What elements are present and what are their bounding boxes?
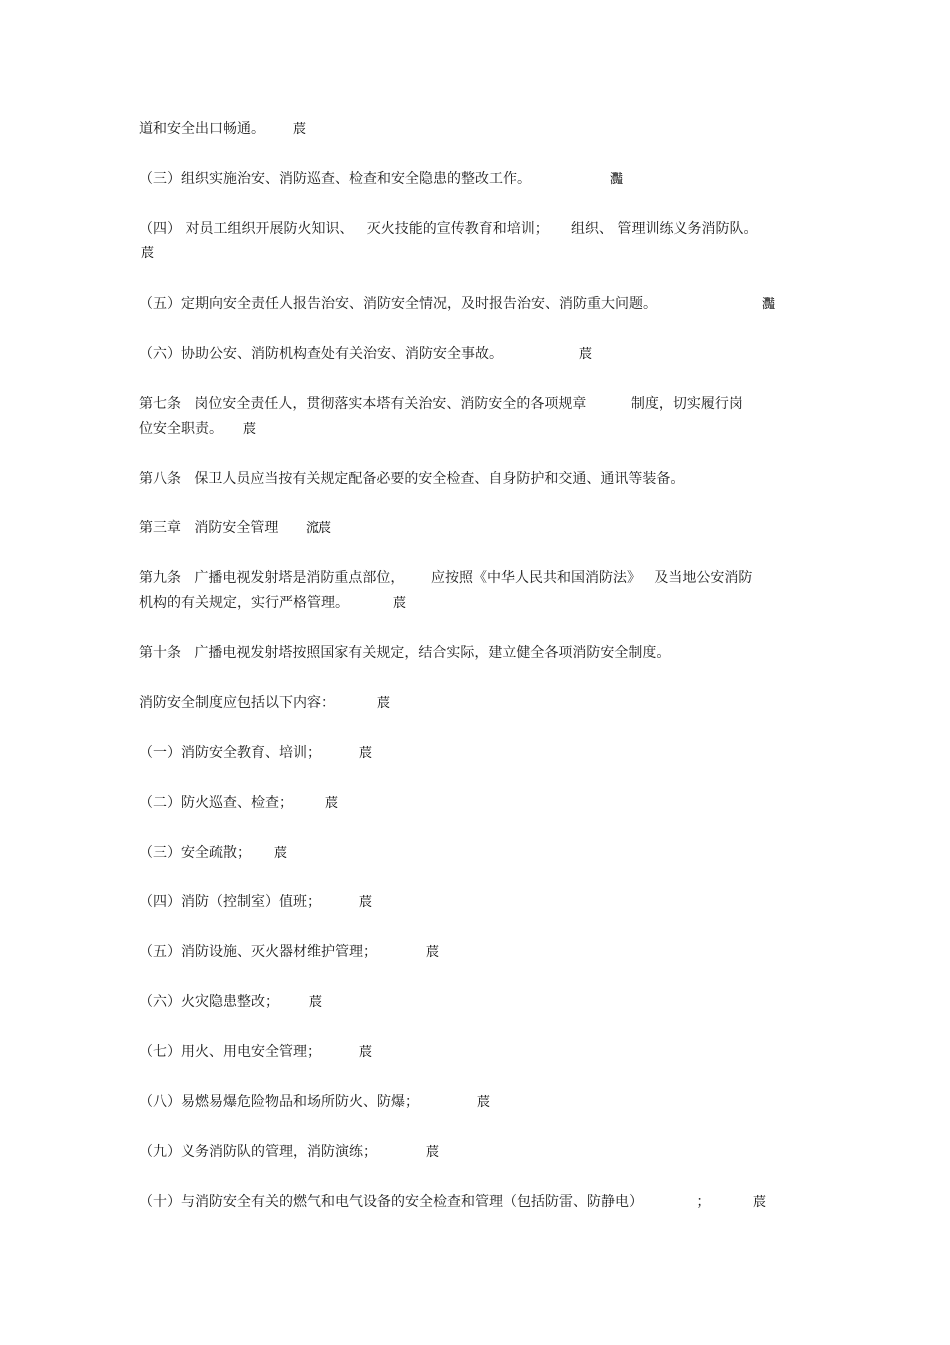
text-line: （六）协助公安、消防机构查处有关治安、消防安全事故。 — [139, 346, 503, 362]
heading-line: 第三章 消防安全管理 — [139, 520, 279, 536]
glyph-mark: 莀 — [392, 596, 405, 611]
list-item: （八）易燃易爆危险物品和场所防火、防爆； — [139, 1094, 419, 1110]
list-item: （六）火灾隐患整改； — [139, 994, 279, 1010]
list-item: （九）义务消防队的管理，消防演练； — [139, 1144, 377, 1160]
text-line: 第七条 岗位安全责任人，贯彻落实本塔有关治安、消防安全的各项规章 制度，切实履行岗 — [139, 396, 743, 412]
text-line: 第十条 广播电视发射塔按照国家有关规定，结合实际，建立健全各项消防安全制度。 — [139, 645, 671, 661]
glyph-mark: 灩 — [609, 172, 622, 187]
glyph-mark: 莀 — [578, 347, 591, 362]
list-item: （一）消防安全教育、培训； — [139, 745, 321, 761]
text-line: （三）组织实施治安、消防巡查、检查和安全隐患的整改工作。 — [139, 171, 531, 187]
text-line: 第九条 广播电视发射塔是消防重点部位， 应按照《中华人民共和国消防法》 及当地公安消防 — [139, 570, 753, 586]
text-line: （五）定期向安全责任人报告治安、消防安全情况，及时报告治安、消防重大问题。 — [139, 296, 657, 312]
glyph-mark: 莀 — [358, 895, 371, 910]
glyph-mark: 莀 — [140, 246, 153, 261]
glyph-mark: 莀 — [308, 995, 321, 1010]
glyph-mark: 莀 — [273, 846, 286, 861]
glyph-mark: 莀 — [242, 422, 255, 437]
glyph-mark: 莀 — [425, 1145, 438, 1160]
text-line: 消防安全制度应包括以下内容： — [139, 695, 335, 711]
glyph-mark: 莀 — [358, 746, 371, 761]
text-line: （四） 对员工组织开展防火知识、 灭火技能的宣传教育和培训； 组织、 管理训练义务消防队。 — [139, 221, 758, 237]
glyph-mark: 莀 — [425, 945, 438, 960]
text-line: 道和安全出口畅通。 — [139, 121, 265, 137]
text-line: 位安全职责。 — [139, 421, 223, 437]
list-item: （五）消防设施、灭火器材维护管理； — [139, 944, 377, 960]
list-item: （三）安全疏散； — [139, 845, 251, 861]
glyph-mark: 灩 — [761, 297, 774, 312]
glyph-mark: 莀 — [476, 1095, 489, 1110]
glyph-mark: 莀 — [324, 796, 337, 811]
list-item: （十）与消防安全有关的燃气和电气设备的安全检查和管理（包括防雷、防静电） ； — [139, 1194, 711, 1210]
text-line: 机构的有关规定，实行严格管理。 — [139, 595, 349, 611]
list-item: （七）用火、用电安全管理； — [139, 1044, 321, 1060]
list-item: （四）消防（控制室）值班； — [139, 894, 321, 910]
glyph-mark: 莀 — [752, 1195, 765, 1210]
text-line: 第八条 保卫人员应当按有关规定配备必要的安全检查、自身防护和交通、通讯等装备。 — [139, 471, 685, 487]
glyph-mark: 溛莀 — [305, 521, 330, 536]
glyph-mark: 莀 — [376, 696, 389, 711]
glyph-mark: 莀 — [292, 122, 305, 137]
list-item: （二）防火巡查、检查； — [139, 795, 293, 811]
glyph-mark: 莀 — [358, 1045, 371, 1060]
